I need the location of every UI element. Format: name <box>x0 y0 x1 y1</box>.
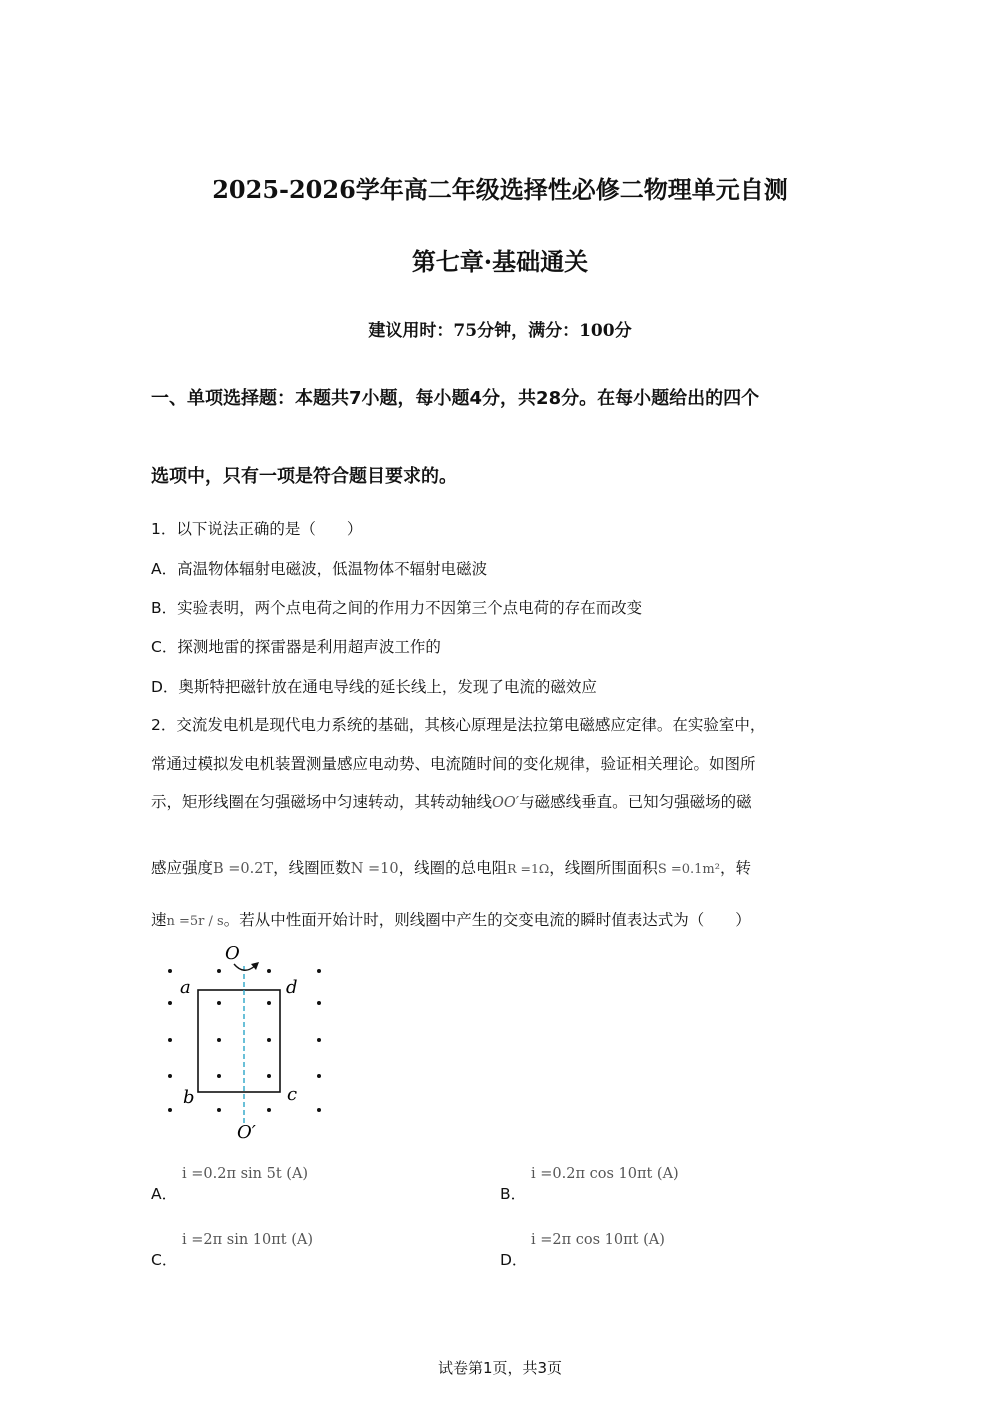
question-2-option-b-expr: i =0.2π cos 10πt (A) <box>531 1166 679 1182</box>
area-math: S =0.1m² <box>657 862 720 877</box>
question-2-option-a-expr: i =0.2π sin 5t (A) <box>182 1166 309 1182</box>
page-title: 2025-2026学年高二年级选择性必修二物理单元自测 <box>212 175 788 204</box>
section-heading-line1: 一、单项选择题：本题共7小题，每小题4分，共28分。在每小题给出的四个 <box>151 388 760 409</box>
question-2-line4 <box>151 856 751 878</box>
question-2-line1: 2．交流发电机是现代电力系统的基础，其核心原理是法拉第电磁感应定律。在实验室中， <box>151 716 766 734</box>
question-2-option-c-label: C． <box>151 1251 178 1269</box>
rotation-speed-math: n =5r / s <box>166 914 224 929</box>
question-1-option-b: B．实验表明，两个点电荷之间的作用力不因第三个点电荷的存在而改变 <box>151 599 643 617</box>
label-d: d <box>286 977 298 998</box>
question-2-option-a-label: A． <box>151 1185 178 1203</box>
magnetic-field-math: B =0.2T <box>213 861 274 877</box>
question-2-line3-text-b: 与磁感线垂直。已知匀强磁场的磁 <box>519 793 752 811</box>
label-b: b <box>183 1087 195 1108</box>
exam-info: 建议用时：75分钟，满分：100分 <box>368 321 632 341</box>
resistance-math: R =1Ω <box>507 861 550 876</box>
label-o-prime: O′ <box>237 1122 256 1143</box>
turns-math: N =10 <box>350 861 399 877</box>
question-1-option-c: C．探测地雷的探雷器是利用超声波工作的 <box>151 638 441 656</box>
page-footer: 试卷第1页，共3页 <box>437 1359 563 1377</box>
question-2-option-d-expr: i =2π cos 10πt (A) <box>531 1232 665 1248</box>
arrowhead-icon <box>251 962 259 970</box>
question-2-line3 <box>151 790 752 812</box>
question-2-line4-text-a: 感应强度 <box>151 859 214 877</box>
question-1-option-d: D．奥斯特把磁针放在通电导线的延长线上，发现了电流的磁效应 <box>151 678 597 696</box>
page-subtitle: 第七章·基础通关 <box>411 247 589 276</box>
question-2-option-c-expr: i =2π sin 10πt (A) <box>182 1232 313 1248</box>
question-1-option-a: A．高温物体辐射电磁波，低温物体不辐射电磁波 <box>151 560 488 578</box>
axis-symbol-math: OO′ <box>492 795 520 811</box>
question-2-line4-text-e: ，转 <box>719 859 751 877</box>
label-o: O <box>225 943 240 964</box>
question-2-line2: 常通过模拟发电机装置测量感应电动势、电流随时间的变化规律，验证相关理论。如图所 <box>151 755 756 773</box>
question-2-line3-text-a: 示，矩形线圈在匀强磁场中匀速转动，其转动轴线 <box>151 793 493 811</box>
question-2-line4-text-c: ，线圈的总电阻 <box>398 859 508 877</box>
question-2-line5 <box>151 908 751 930</box>
question-2-option-d-label: D． <box>500 1251 528 1269</box>
label-a: a <box>180 977 191 998</box>
coil-figure <box>150 938 340 1148</box>
label-c: c <box>287 1084 298 1105</box>
question-2-line4-text-d: ，线圈所围面积 <box>549 859 658 877</box>
question-2-line4-text-b: ，线圈匝数 <box>273 859 351 877</box>
section-heading-line2: 选项中，只有一项是符合题目要求的。 <box>151 466 457 487</box>
question-1-stem: 1．以下说法正确的是（ ） <box>151 520 363 538</box>
question-2-line5-text-a: 速 <box>151 911 167 929</box>
question-2-line5-text-b: 。若从中性面开始计时，则线圈中产生的交变电流的瞬时值表达式为（ ） <box>223 911 751 929</box>
question-2-option-b-label: B． <box>500 1185 527 1203</box>
